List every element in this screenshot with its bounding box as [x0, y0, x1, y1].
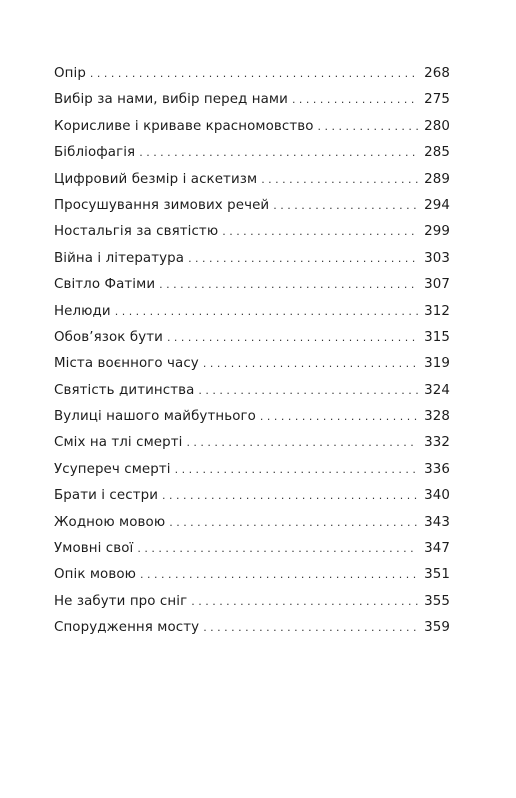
- toc-entry-title: Жодною мовою: [54, 514, 166, 530]
- toc-entry-title: Святість дитинства: [54, 382, 195, 398]
- toc-entry-title: Не забути про сніг: [54, 593, 188, 609]
- toc-entry: [54, 219, 450, 245]
- dot-leader: [292, 87, 418, 113]
- dot-leader: [167, 325, 418, 351]
- toc-entry-title: Ностальгія за святістю: [54, 224, 219, 240]
- dot-leader: [162, 483, 418, 509]
- toc-entry-page-number: 289: [424, 171, 450, 187]
- toc-entry-title: Корисливе і криваве красномовство: [54, 118, 314, 134]
- toc-entry-page-number: 359: [424, 620, 450, 636]
- toc-entry-page-number: 303: [424, 250, 450, 266]
- dot-leader: [222, 219, 418, 245]
- toc-entry-page-number: 319: [424, 356, 450, 372]
- toc-entry-page-number: 299: [424, 224, 450, 240]
- toc-entry-title: Обов’язок бути: [54, 329, 163, 345]
- dot-leader: [159, 272, 418, 298]
- toc-entry-page-number: 328: [424, 409, 450, 425]
- toc-entry: [54, 562, 450, 588]
- dot-leader: [90, 61, 418, 87]
- dot-leader: [273, 193, 418, 219]
- toc-entry: [54, 351, 450, 377]
- toc-entry: [54, 299, 450, 325]
- toc-entry-title: Вулиці нашого майбутнього: [54, 409, 256, 425]
- toc-entry-page-number: 355: [424, 593, 450, 609]
- toc-entry-title: Брати і сестри: [54, 488, 158, 504]
- toc-entry-page-number: 332: [424, 435, 450, 451]
- toc-entry-title: Усупереч смерті: [54, 461, 171, 477]
- dot-leader: [115, 299, 418, 325]
- toc-entry-page-number: 336: [424, 461, 450, 477]
- toc-entry: [54, 87, 450, 113]
- dot-leader: [188, 246, 418, 272]
- toc-entry-page-number: 351: [424, 567, 450, 583]
- toc-entry: [54, 61, 450, 87]
- toc-entry: [54, 325, 450, 351]
- toc-entry-page-number: 312: [424, 303, 450, 319]
- toc-entry-page-number: 268: [424, 66, 450, 81]
- toc-entry-page-number: 294: [424, 197, 450, 213]
- toc-entry: [54, 457, 450, 483]
- toc-entry-title: Спорудження мосту: [54, 620, 200, 636]
- toc-entry: [54, 272, 450, 298]
- toc-entry-page-number: 315: [424, 329, 450, 345]
- toc-entry-title: Умовні свої: [54, 541, 134, 557]
- dot-leader: [137, 536, 418, 562]
- dot-leader: [140, 562, 418, 588]
- toc-entry-title: Опік мовою: [54, 567, 137, 583]
- toc-entry-title: Бібліофагія: [54, 145, 136, 161]
- toc-entry: [54, 536, 450, 562]
- toc-entry-title: Війна і література: [54, 250, 185, 266]
- toc-entry-page-number: 343: [424, 514, 450, 530]
- dot-leader: [186, 430, 418, 456]
- toc-entry: [54, 615, 450, 641]
- toc-entry-title: Просушування зимових речей: [54, 197, 270, 213]
- dot-leader: [203, 351, 418, 377]
- toc-entry: [54, 430, 450, 456]
- toc-entry: [54, 378, 450, 404]
- dot-leader: [175, 457, 419, 483]
- toc-entry-page-number: 275: [424, 92, 450, 108]
- toc-entry-title: Опір: [54, 66, 86, 81]
- dot-leader: [139, 140, 418, 166]
- toc-entry-page-number: 340: [424, 488, 450, 504]
- toc-entry-title: Сміх на тлі смерті: [54, 435, 183, 451]
- toc-entry: [54, 510, 450, 536]
- dot-leader: [169, 510, 418, 536]
- toc-entry: [54, 114, 450, 140]
- toc-entry: [54, 589, 450, 615]
- dot-leader: [261, 167, 418, 193]
- toc-entry-title: Світло Фатіми: [54, 277, 156, 293]
- toc-entry: [54, 140, 450, 166]
- toc-entry: [54, 193, 450, 219]
- toc-entry-page-number: 324: [424, 382, 450, 398]
- dot-leader: [191, 589, 418, 615]
- toc-entry-title: Цифровий безмір і аскетизм: [54, 171, 258, 187]
- toc-entry-page-number: 307: [424, 277, 450, 293]
- dot-leader: [318, 114, 419, 140]
- toc-entry: [54, 483, 450, 509]
- dot-leader: [260, 404, 418, 430]
- dot-leader: [198, 378, 418, 404]
- table-of-contents: [54, 61, 450, 642]
- toc-entry-page-number: 285: [424, 145, 450, 161]
- toc-entry: [54, 246, 450, 272]
- toc-entry-page-number: 347: [424, 541, 450, 557]
- toc-entry-page-number: 280: [424, 118, 450, 134]
- toc-entry-title: Нелюди: [54, 303, 111, 319]
- toc-entry: [54, 167, 450, 193]
- dot-leader: [203, 615, 418, 641]
- toc-entry-title: Міста воєнного часу: [54, 356, 199, 372]
- toc-entry: [54, 404, 450, 430]
- toc-entry-title: Вибір за нами, вибір перед нами: [54, 92, 288, 108]
